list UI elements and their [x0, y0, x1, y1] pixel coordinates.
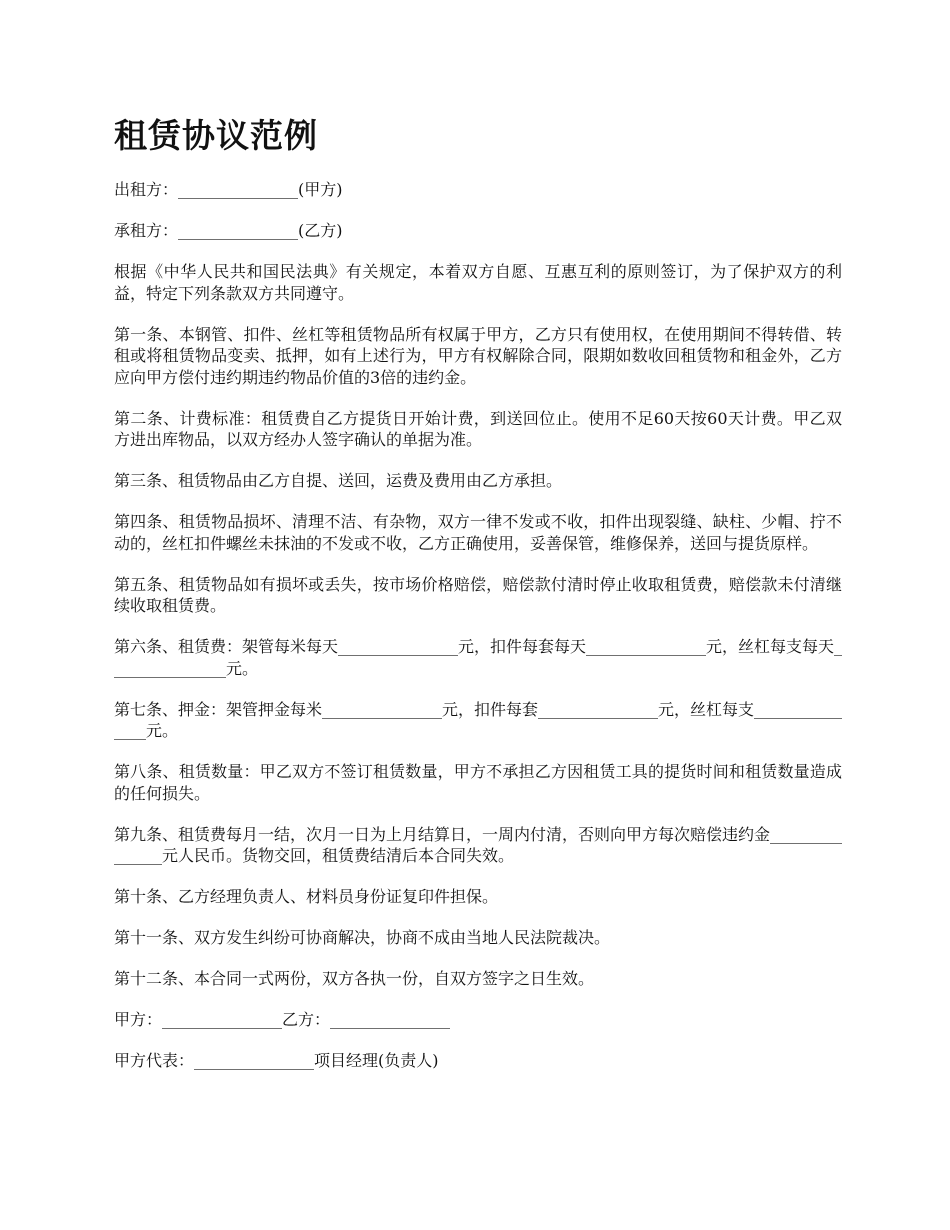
article-7: 第七条、押金：架管押金每米_______________元，扣件每套_______________元，丝杠每支_______________元。 [114, 699, 843, 740]
article-10: 第十条、乙方经理负责人、材料员身份证复印件担保。 [114, 887, 499, 906]
preamble-paragraph: 根据《中华人民共和国民法典》有关规定，本着双方自愿、互惠互利的原则签订，为了保护双方的利益，特定下列条款双方共同遵守。 [114, 262, 842, 303]
document-page [114, 110, 842, 1091]
party-lessee-line: 承租方：_______________(乙方) [114, 221, 343, 240]
article-2: 第二条、计费标准：租赁费自乙方提货日开始计费，到送回位止。使用不足60天按60天计费。甲乙双方进出库物品，以双方经办人签字确认的单据为准。 [114, 408, 842, 449]
party-lessor-line: 出租方：_______________(甲方) [114, 180, 343, 199]
document-title: 租赁协议范例 [114, 116, 318, 155]
article-12: 第十二条、本合同一式两份，双方各执一份，自双方签字之日生效。 [114, 969, 595, 988]
article-9: 第九条、租赁费每月一结，次月一日为上月结算日，一周内付清，否则向甲方每次赔偿违约金_______________元人民币。货物交回，租赁费结清后本合同失效。 [114, 824, 843, 865]
signature-line-representative: 甲方代表：_______________项目经理(负责人) [114, 1051, 439, 1070]
article-8: 第八条、租赁数量：甲乙双方不签订租赁数量，甲方不承担乙方因租赁工具的提货时间和租赁数量造成的任何损失。 [114, 762, 842, 803]
article-4: 第四条、租赁物品损坏、清理不洁、有杂物，双方一律不发或不收，扣件出现裂缝、缺柱、少帽、拧不动的，丝杠扣件螺丝未抹油的不发或不收，乙方正确使用，妥善保管，维修保养，送回与提货原样。 [114, 512, 842, 553]
article-6: 第六条、租赁费：架管每米每天_______________元，扣件每套每天_______________元，丝杠每支每天_______________元。 [114, 637, 843, 678]
article-3: 第三条、租赁物品由乙方自提、送回，运费及费用由乙方承担。 [114, 471, 563, 490]
article-11: 第十一条、双方发生纠纷可协商解决，协商不成由当地人民法院裁决。 [114, 928, 611, 947]
signature-line-parties: 甲方：_______________乙方：_______________ [114, 1010, 451, 1029]
article-5: 第五条、租赁物品如有损坏或丢失，按市场价格赔偿，赔偿款付清时停止收取租赁费，赔偿款未付清继续收取租赁费。 [114, 574, 842, 615]
article-1: 第一条、本钢管、扣件、丝杠等租赁物品所有权属于甲方，乙方只有使用权，在使用期间不得转借、转租或将租赁物品变卖、抵押，如有上述行为，甲方有权解除合同，限期如数收回租赁物和租金外，乙方应向甲方偿付违约期违约物品价值的3倍的违约金。 [114, 324, 842, 387]
